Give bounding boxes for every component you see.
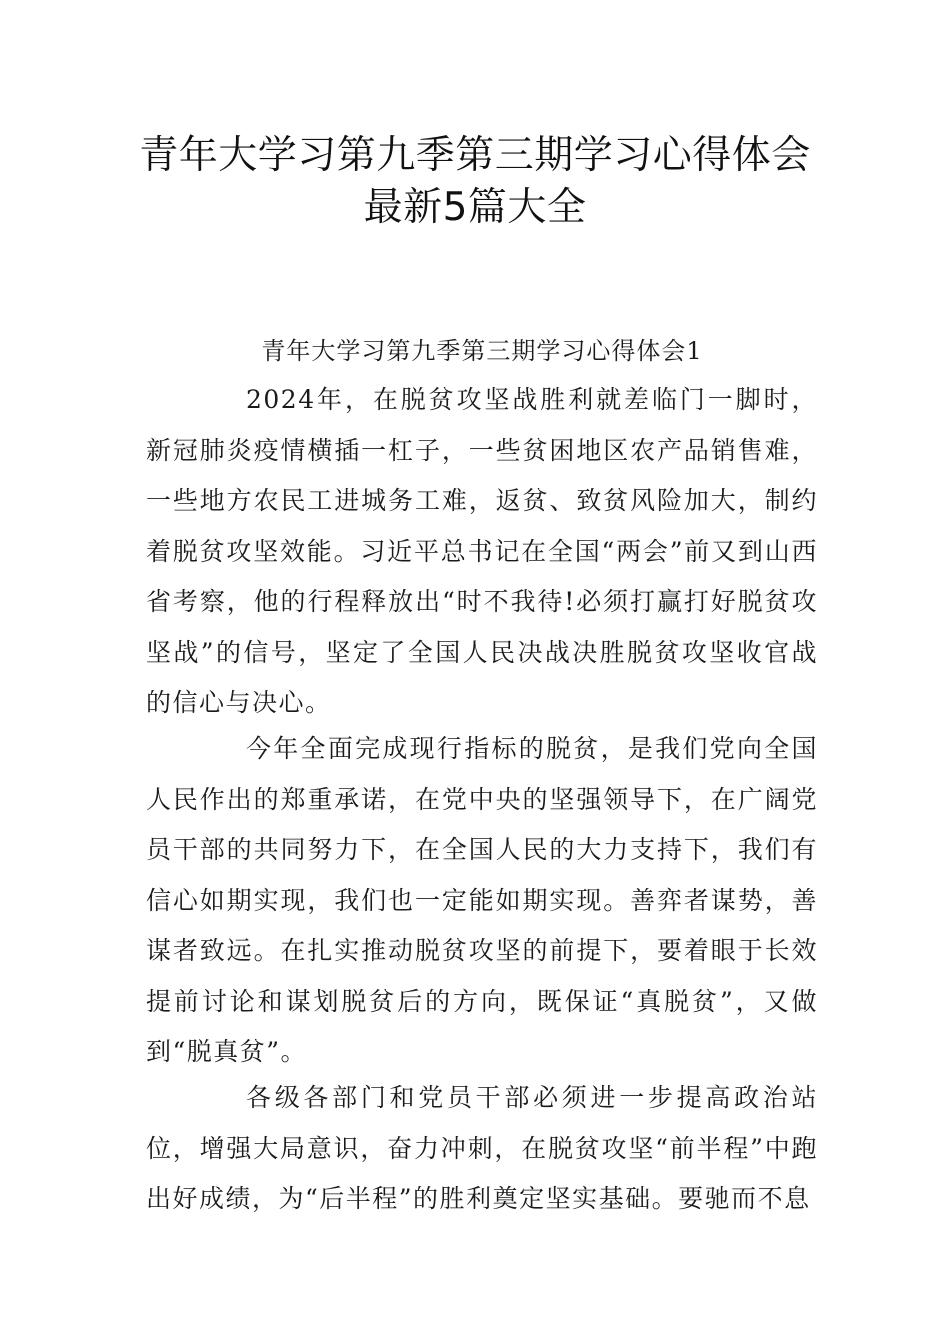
paragraph-2: 今年全面完成现行指标的脱贫，是我们党向全国人民作出的郑重承诺，在党中央的坚强领导下，在广阔党员干部的共同努力下，在全国人民的大力支持下，我们有信心如期实现，我们也一定能如期实现。善弈者谋势，善谋者致远。在扎实推动脱贫攻坚的前提下，要着眼于长效提前讨论和谋划脱贫后的方向，既保证“真脱贫”，又做到“脱真贫”。 — [146, 734, 818, 1066]
paragraph-1-container — [146, 375, 818, 729]
paragraph-1: 2024年，在脱贫攻坚战胜利就差临门一脚时，新冠肺炎疫情横插一杠子，一些贫困地区农产品销售难，一些地方农民工进城务工难，返贫、致贫风险加大，制约着脱贫攻坚效能。习近平总书记在全国“两会”前又到山西省考察，他的行程释放出“时不我待!必须打赢打好脱贫攻坚战”的信号，坚定了全国人民决战决胜脱贫攻坚收官战的信心与决心。 — [146, 385, 818, 717]
paragraph-3: 各级各部门和党员干部必须进一步提高政治站位，增强大局意识，奋力冲刺，在脱贫攻坚“前半程”中跑出好成绩，为“后半程”的胜利奠定坚实基础。要驰而不息 — [146, 1083, 818, 1213]
document-title-line-1: 青年大学习第九季第三期学习心得体会 — [139, 133, 811, 178]
document-title-line-2: 最新5篇大全 — [363, 185, 587, 230]
section-heading: 青年大学习第九季第三期学习心得体会1 — [261, 337, 703, 365]
paragraph-3-container — [146, 1073, 818, 1225]
paragraph-2-container — [146, 724, 818, 1078]
